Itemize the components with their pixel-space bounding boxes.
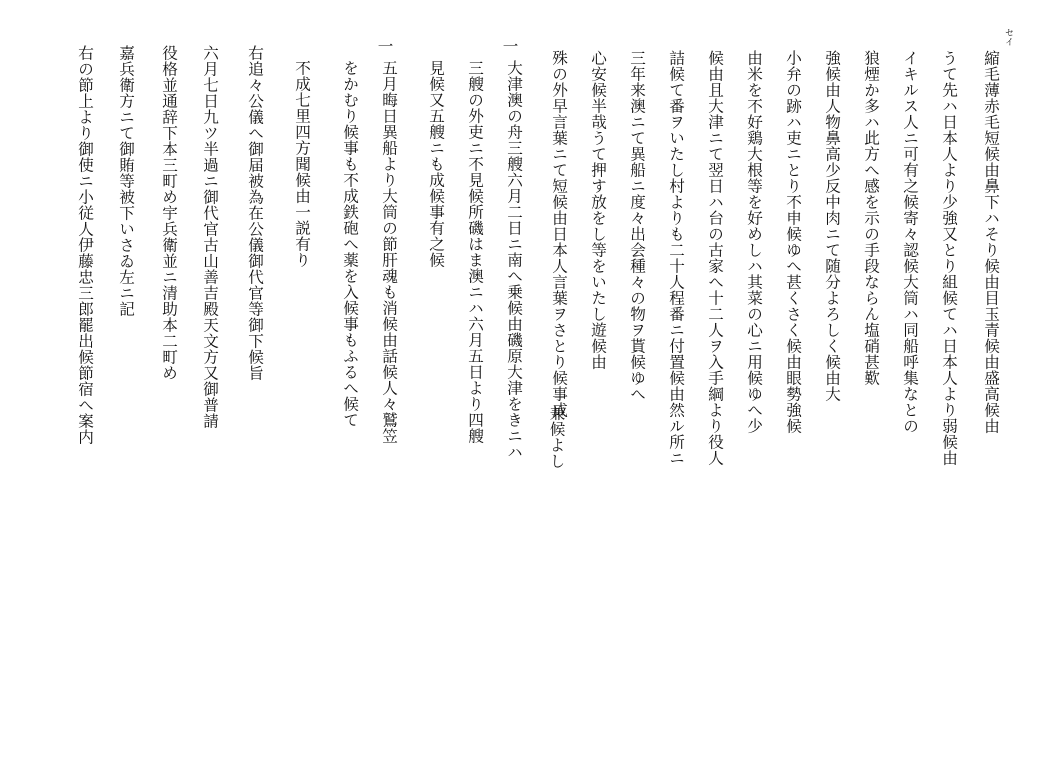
text-column-12: 殊の外早言葉ニて短候由日本人言葉ヲさとり候事成 xyxy=(550,50,568,418)
text-column-21: 役格並通辞下本三町め宇兵衛並ニ清助本二町め xyxy=(160,45,178,381)
text-column-11: 心安候半哉うて押す放をし等をいたし遊候由 xyxy=(589,50,607,370)
ruby-annotation: セイ xyxy=(1003,28,1013,46)
text-column-18: 不成七里四方聞候由一説有り xyxy=(293,60,311,268)
item-mark: 一 xyxy=(500,38,519,54)
text-column-4: 狼煙か多ハ此方へ感を示の手段ならん塩硝甚歎 xyxy=(862,50,880,386)
text-column-23: 右の節上より御使ニ小従人伊藤忠三郎罷出候節宿へ案内 xyxy=(76,45,94,445)
text-column-22: 嘉兵衛方ニて御賄等被下いさゐ左ニ記 xyxy=(117,45,135,317)
text-column-1: 縮毛薄赤毛短候由鼻下ハそり候由目玉青候由盛高候由 xyxy=(982,50,1000,434)
text-column-14: 三艘の外吏ニ不見候所磯はま澳ニハ六月五日より四艘 xyxy=(466,60,484,444)
text-column-5: 強候由人物鼻高少反中肉ニて随分よろしく候由大 xyxy=(823,50,841,402)
text-column-10: 三年来澳ニて異船ニ度々出会種々の物ヲ貰候ゆへ xyxy=(628,50,646,402)
item-mark: 一 xyxy=(375,38,394,54)
text-column-13: 大津澳の舟三艘六月二日ニ南へ乗候由磯原大津をきニハ xyxy=(505,60,523,460)
text-column-9: 詰候て番ヲいたし村よりも二十人程番ニ付置候由然ル所ニ xyxy=(667,50,685,466)
text-column-2: うて先ハ日本人より少強又とり組候てハ日本人より弱候由 xyxy=(940,50,958,466)
text-column-7: 由米を不好鶏大根等を好めしハ其菜の心ニ用候ゆへ少 xyxy=(745,50,763,434)
sub-note: 兼候よし xyxy=(547,405,566,469)
text-column-16: 五月晦日異船より大筒の節肝魂も消候由話候人々鷲笠 xyxy=(380,60,398,444)
text-column-6: 小弁の跡ハ吏ニとり不申候ゆへ甚くさく候由眼勢強候 xyxy=(784,50,802,434)
text-column-3: イキルス人ニ可有之候寄々認候大筒ハ同船呼集なとの xyxy=(901,50,919,434)
text-column-20: 六月七日九ツ半過ニ御代官古山善吉殿天文方又御普請 xyxy=(201,45,219,429)
text-column-19: 右追々公儀へ御届被為在公儀御代官等御下候旨 xyxy=(246,45,264,381)
text-column-15: 見候又五艘ニも成候事有之候 xyxy=(427,60,445,268)
text-column-8: 候由且大津ニて翌日ハ台の古家へ十二人ヲ入手綱より役人 xyxy=(706,50,724,466)
text-column-17: をかむり候事も不成鉄砲へ薬を入候事もふるへ候て xyxy=(341,60,359,428)
